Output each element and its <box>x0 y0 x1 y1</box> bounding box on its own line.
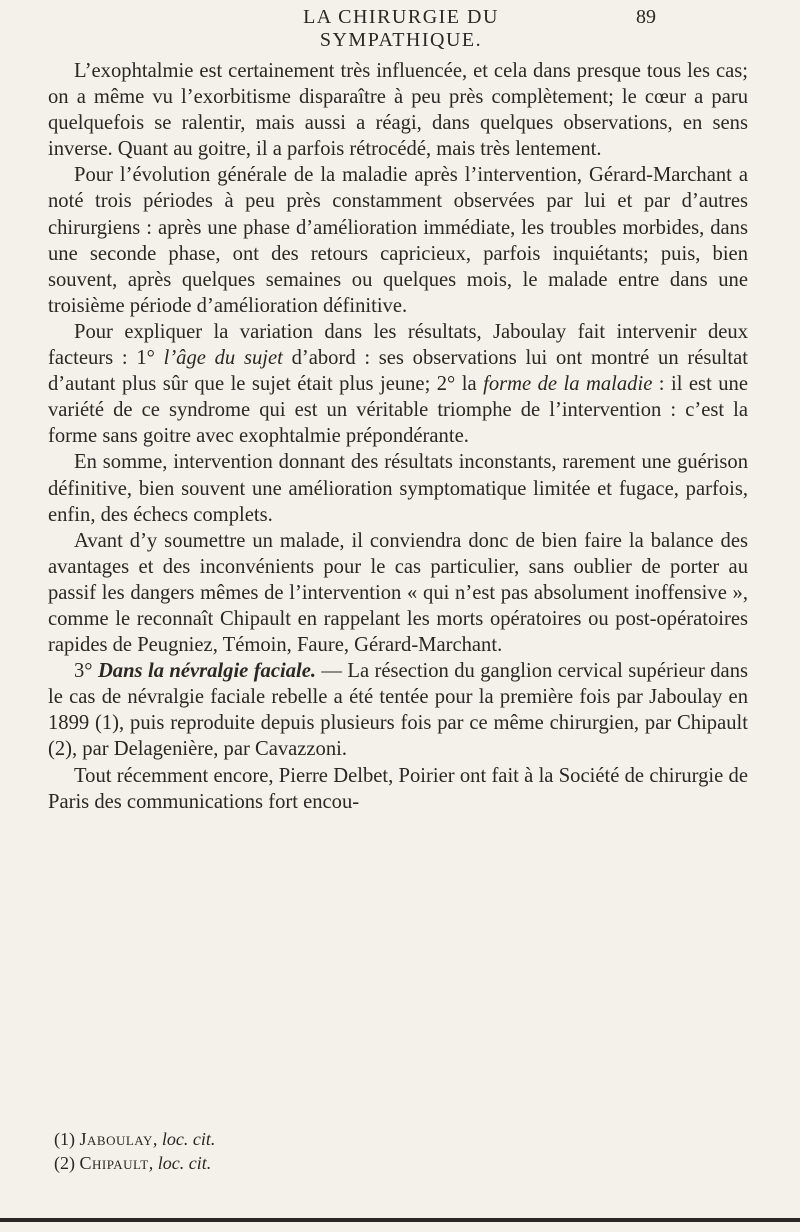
page-number: 89 <box>636 6 656 28</box>
footnote-1-mark: (1) <box>54 1129 80 1149</box>
paragraph-3-text-a: Pour expliquer la variation dans les résultats, Jaboulay fait intervenir deux facteurs : 1° <box>48 320 748 370</box>
paragraph-7: Tout récemment encore, Pierre Delbet, Poirier ont fait à la Société de chirurgie de Paris des communications fort encou- <box>48 764 748 813</box>
footnote-1-ref: , loc. cit. <box>152 1129 216 1149</box>
paragraph-1: L’exophtalmie est certainement très influencée, et cela dans presque tous les cas; on a même vu l’exorbitisme disparaître à peu près complètement; le cœur a paru quelquefois se ralentir, mais aussi a réagi, dans quelques observations, en sens inverse. Quant au goitre, il a parfois rétrocédé, mais très lentement. <box>48 60 748 161</box>
section-title: Dans la névralgie faciale. <box>97 660 317 683</box>
footnote-2-author: Chipault <box>79 1153 149 1173</box>
paragraph-3-text-c: : il est une variété de ce syndrome qui est un véritable triomphe de l’intervention : c’est la forme sans goitre avec exophtalmie prépondérante. <box>48 373 748 448</box>
footnote-2-mark: (2) <box>54 1153 80 1173</box>
footnote-1 <box>54 1127 754 1151</box>
section-number: 3° <box>74 660 98 683</box>
paragraph-3-text-b: d’abord : ses observations lui ont montré un résultat d’autant plus sûr que le sujet était plus jeune; 2° la <box>48 347 748 396</box>
paragraph-3-emphasis-age: l’âge du sujet <box>163 347 283 370</box>
footnotes <box>54 1127 754 1175</box>
paragraph-5: Avant d’y soumettre un malade, il conviendra donc de bien faire la balance des avantages et des inconvénients pour le cas particulier, sans oublier de porter au passif les dangers mêmes de l’intervention « qui n’est pas absolument inoffensive », comme le reconnaît Chipault en rappelant les morts opératoires ou post-opératoires rapides de Peugniez, Témoin, Faure, Gérard-Marchant. <box>48 529 748 657</box>
paragraph-2: Pour l’évolution générale de la maladie après l’intervention, Gérard-Marchant a noté trois périodes à peu près constamment observées par lui et par d’autres chirurgiens : après une phase d’amélioration immédiate, les troubles morbides, dans une seconde phase, ont des retours capricieux, parfois inquiétants; puis, bien souvent, après quelques semaines ou quelques mois, le malade entre dans une troisième période d’amélioration définitive. <box>48 164 748 317</box>
paragraph-3 <box>48 319 748 449</box>
paragraph-4: En somme, intervention donnant des résultats inconstants, rarement une guérison définitive, bien souvent une amélioration symptomatique limitée et fugace, parfois, enfin, des échecs complets. <box>48 451 748 526</box>
body-text <box>48 58 748 815</box>
bottom-rule <box>0 1218 800 1222</box>
footnote-2-ref: , loc. cit. <box>148 1153 212 1173</box>
paragraph-6-text: — La résection du ganglion cervical supérieur dans le cas de névralgie faciale rebelle a été tentée pour la première fois par Jaboulay en 1899 (1), puis reproduite depuis plusieurs fois par ce même chirurgien, par Chipault (2), par Delagenière, par Cavazzoni. <box>48 660 749 761</box>
running-title: LA CHIRURGIE DU SYMPATHIQUE. <box>303 6 499 51</box>
footnote-1-author: Jaboulay <box>79 1129 153 1149</box>
footnote-2 <box>54 1151 754 1175</box>
paragraph-3-emphasis-forme: forme de la maladie <box>483 373 653 396</box>
paragraph-6 <box>48 658 748 762</box>
